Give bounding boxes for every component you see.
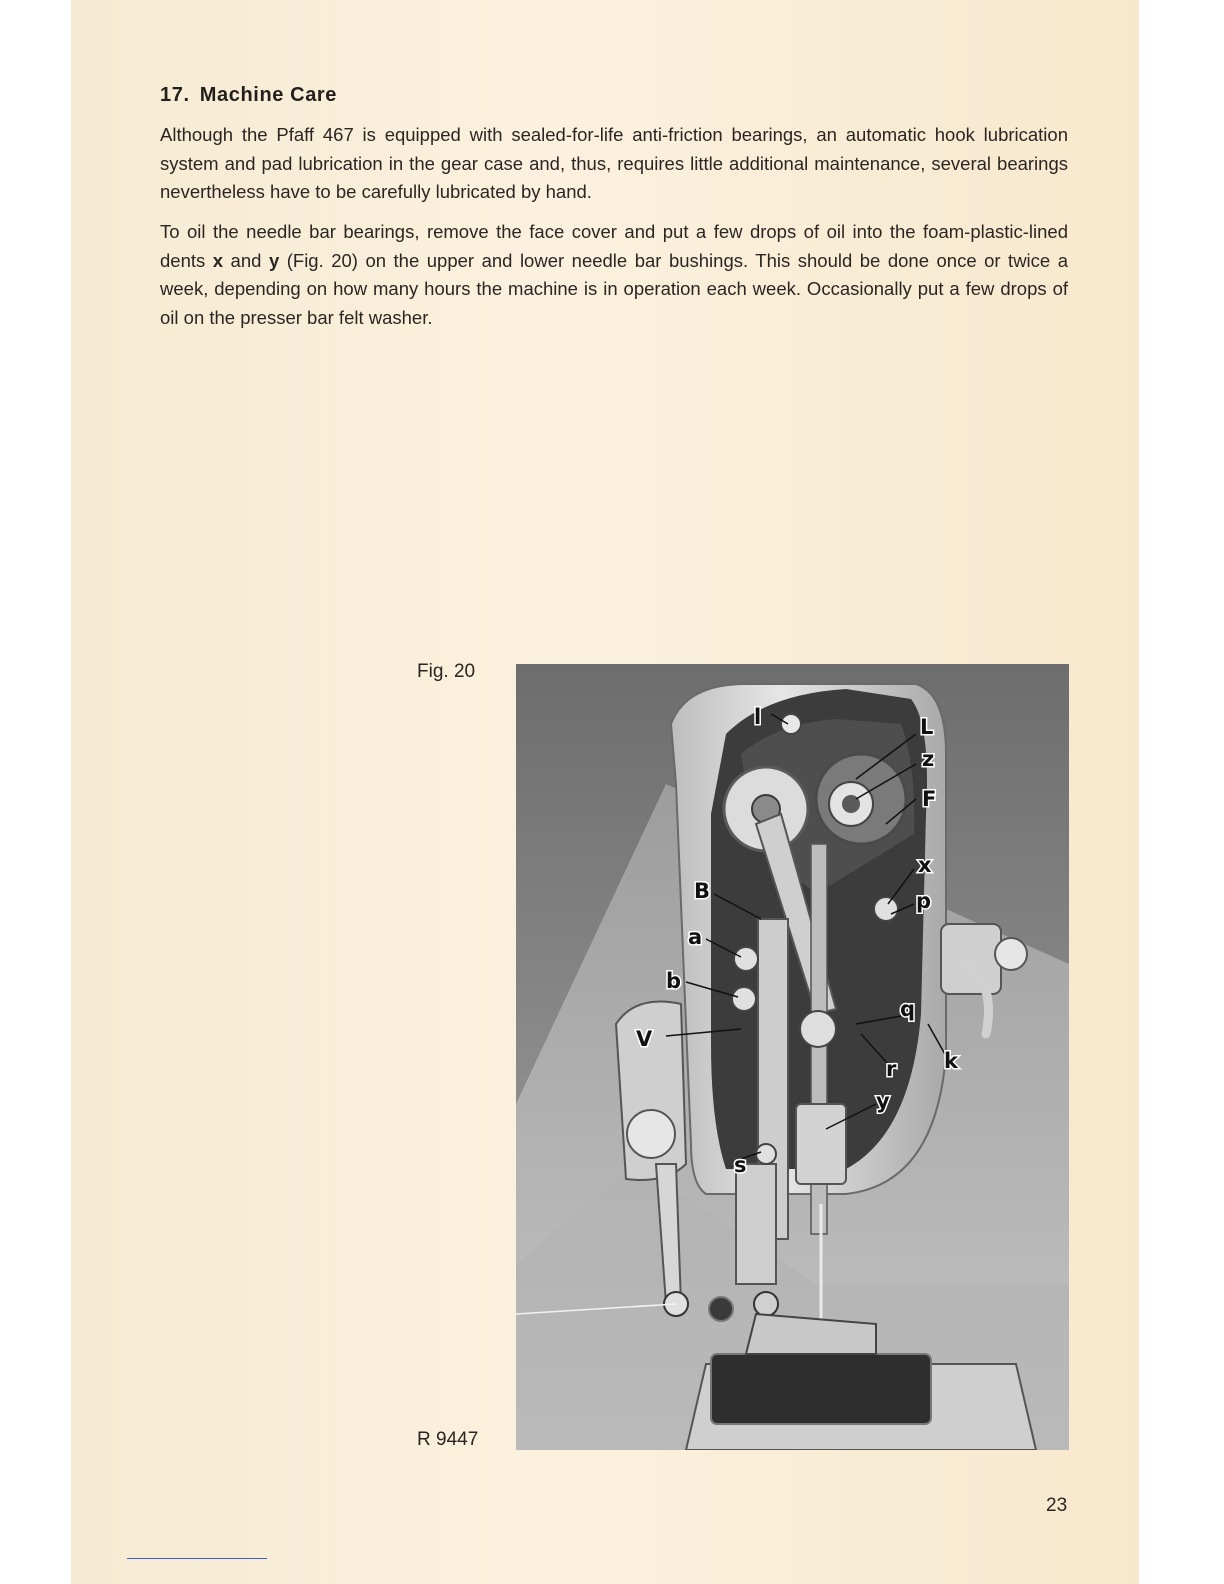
callout-F: F	[922, 787, 937, 811]
paragraph-text-part: (Fig. 20) on the upper and lower needle bar bushings. This should be done once or twice a week, depending on how many hours the machine is in operation each week. Occasionally put a few drops of oil on the presser bar felt washer.	[160, 249, 1068, 328]
callout-z: z	[922, 747, 935, 771]
section-heading	[160, 84, 337, 107]
section-title: Machine Care	[199, 84, 338, 106]
callout-r: r	[886, 1057, 897, 1081]
callout-b: b	[666, 969, 682, 993]
callout-q: q	[900, 997, 916, 1021]
paragraph-needle-bar	[160, 218, 1068, 332]
callout-k: k	[944, 1049, 958, 1073]
callout-B: B	[694, 879, 711, 903]
callout-L: L	[920, 715, 934, 739]
callout-p: p	[916, 889, 932, 913]
section-number: 17.	[160, 84, 190, 106]
paragraph-text-part: To oil the needle bar bearings, remove the face cover and put a few drops of oil into the foam-plastic-lined dents	[160, 221, 1068, 271]
machine-photo-svg	[516, 664, 1069, 1450]
needle-plate	[711, 1354, 931, 1424]
callout-l: l	[754, 705, 762, 729]
callout-x: x	[918, 853, 932, 877]
machine-photo	[516, 664, 1069, 1450]
paragraph-text-part: and	[223, 249, 269, 271]
dent-y-label: y	[268, 249, 280, 271]
figure-reference: R 9447	[417, 1429, 479, 1450]
paragraph-intro: Although the Pfaff 467 is equipped with sealed-for-life anti-friction bearings, an automatic hook lubrication system and pad lubrication in the gear case and, thus, requires little additional maintenance, several bearings nevertheless have to be carefully lubricated by hand.	[160, 124, 1068, 202]
callout-y: y	[876, 1089, 890, 1113]
callout-a: a	[688, 925, 703, 949]
footer-link-underline	[127, 1558, 267, 1559]
page-number: 23	[1046, 1495, 1068, 1516]
callout-s: s	[734, 1153, 747, 1177]
dent-x-label: x	[212, 249, 224, 271]
figure-label: Fig. 20	[417, 661, 476, 682]
callout-V: V	[636, 1027, 653, 1051]
